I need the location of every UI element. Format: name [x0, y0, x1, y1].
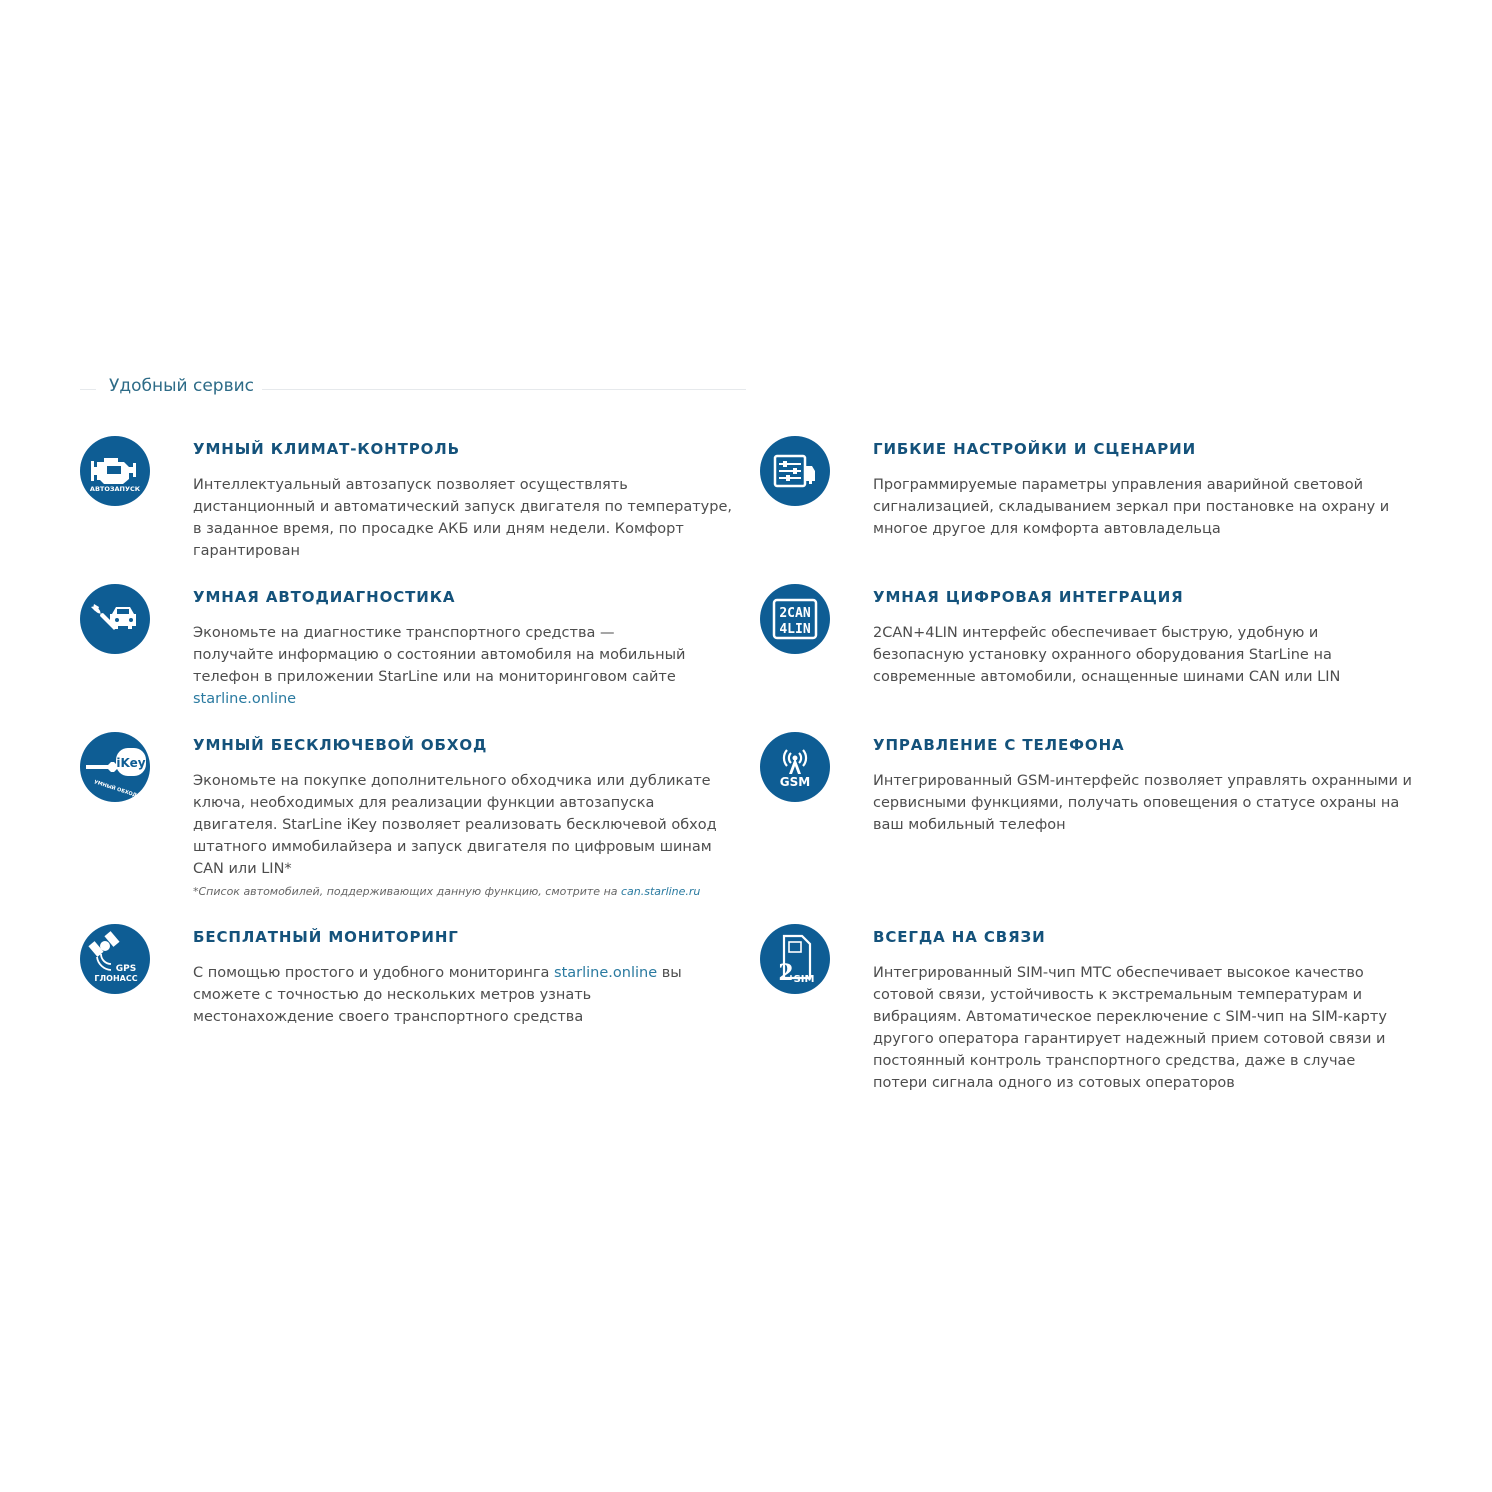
engine-autostart-icon — [80, 436, 150, 506]
svg-text:ГЛОНАСС: ГЛОНАСС — [94, 974, 138, 983]
svg-text:4LIN: 4LIN — [779, 622, 811, 637]
svg-text:GSM: GSM — [779, 775, 811, 789]
starline-online-link[interactable]: starline.online — [554, 965, 658, 981]
satellite-gps-icon — [80, 924, 150, 994]
feature-description: Экономьте на диагностике транспортного средства — получайте информацию о состоянии автомобиля на мобильный телефон в приложении StarLine или на мониторинговом сайте starline.online — [193, 625, 686, 707]
feature-description: Интеллектуальный автозапуск позволяет осуществлять дистанционный и автоматический запуск двигателя по температуре, в заданное время, по просадке АКБ или дням недели. Комфорт гарантирован — [193, 477, 732, 559]
can-lin-icon — [760, 584, 830, 654]
can-starline-link[interactable]: can.starline.ru — [621, 885, 701, 898]
feature-description — [193, 770, 723, 904]
feature-title: ВСЕГДА НА СВЯЗИ — [873, 928, 1046, 946]
feature-digital-integration — [760, 584, 1420, 694]
gsm-antenna-icon — [760, 732, 830, 802]
feature-title: УМНАЯ ЦИФРОВАЯ ИНТЕГРАЦИЯ — [873, 588, 1184, 606]
feature-always-connected — [760, 924, 1420, 1104]
feature-title: УМНЫЙ КЛИМАТ-КОНТРОЛЬ — [193, 440, 460, 458]
divider — [262, 389, 746, 390]
feature-title: УМНАЯ АВТОДИАГНОСТИКА — [193, 588, 456, 606]
feature-title: ГИБКИЕ НАСТРОЙКИ И СЦЕНАРИИ — [873, 440, 1197, 458]
svg-text:АВТОЗАПУСК: АВТОЗАПУСК — [89, 485, 141, 493]
feature-description: 2CAN+4LIN интерфейс обеспечивает быструю, удобную и безопасную установку охранного оборудования StarLine на современные автомобили, оснащенные шинами CAN или LIN — [873, 625, 1341, 685]
divider — [80, 389, 96, 390]
settings-car-icon — [760, 436, 830, 506]
ikey-icon — [80, 732, 150, 802]
section-header — [80, 376, 746, 400]
svg-text:УМНЫЙ ОБХОД: УМНЫЙ ОБХОД — [93, 779, 138, 799]
sim-card-icon — [760, 924, 830, 994]
starline-online-link[interactable]: starline.online — [193, 691, 297, 707]
feature-description: С помощью простого и удобного мониторинга starline.online вы сможете с точностью до нескольких метров узнать местонахождение своего транспортного средства — [193, 965, 682, 1025]
feature-title: УМНЫЙ БЕСКЛЮЧЕВОЙ ОБХОД — [193, 736, 488, 754]
svg-text:2CAN: 2CAN — [779, 606, 811, 621]
feature-autodiagnostics — [80, 584, 730, 707]
feature-title: БЕСПЛАТНЫЙ МОНИТОРИНГ — [193, 928, 459, 946]
feature-free-monitoring — [80, 924, 730, 1034]
feature-title: УПРАВЛЕНИЕ С ТЕЛЕФОНА — [873, 736, 1125, 754]
svg-text:GPS: GPS — [115, 964, 137, 974]
feature-keyless-bypass — [80, 732, 730, 898]
svg-text:iKey: iKey — [116, 756, 146, 770]
svg-text:2: 2 — [778, 960, 794, 986]
feature-flexible-settings — [760, 436, 1420, 546]
feature-phone-control — [760, 732, 1420, 842]
wrench-car-icon — [80, 584, 150, 654]
svg-text:SIM: SIM — [793, 974, 815, 985]
footnote: *Список автомобилей, поддерживающих данную функцию, смотрите на can.starline.ru — [193, 885, 701, 898]
feature-climate-control — [80, 436, 732, 559]
feature-description: Интегрированный SIM-чип МТС обеспечивает высокое качество сотовой связи, устойчивость к экстремальным температурам и вибрациям. Автоматическое переключение с SIM-чип на SIM-карту другого оператора гарантирует надежный прием сотовой связи и постоянный контроль транспортного средства, даже в случае потери сигнала одного из сотовых операторов — [873, 965, 1387, 1091]
section-title: Удобный сервис — [109, 376, 254, 396]
feature-description-text: Экономьте на покупке дополнительного обходчика или дубликате ключа, необходимых для реализации функции автозапуска двигателя. StarLine iKey позволяет реализовать бесключевой обход штатного иммобилайзера и запуск двигателя по цифровым шинам CAN или LIN* — [193, 773, 717, 877]
feature-description: Программируемые параметры управления аварийной световой сигнализацией, складыванием зеркал при постановке на охрану и многое другое для комфорта автовладельца — [873, 477, 1390, 537]
feature-description: Интегрированный GSM-интерфейс позволяет управлять охранными и сервисными функциями, получать оповещения о статусе охраны на ваш мобильный телефон — [873, 773, 1412, 833]
